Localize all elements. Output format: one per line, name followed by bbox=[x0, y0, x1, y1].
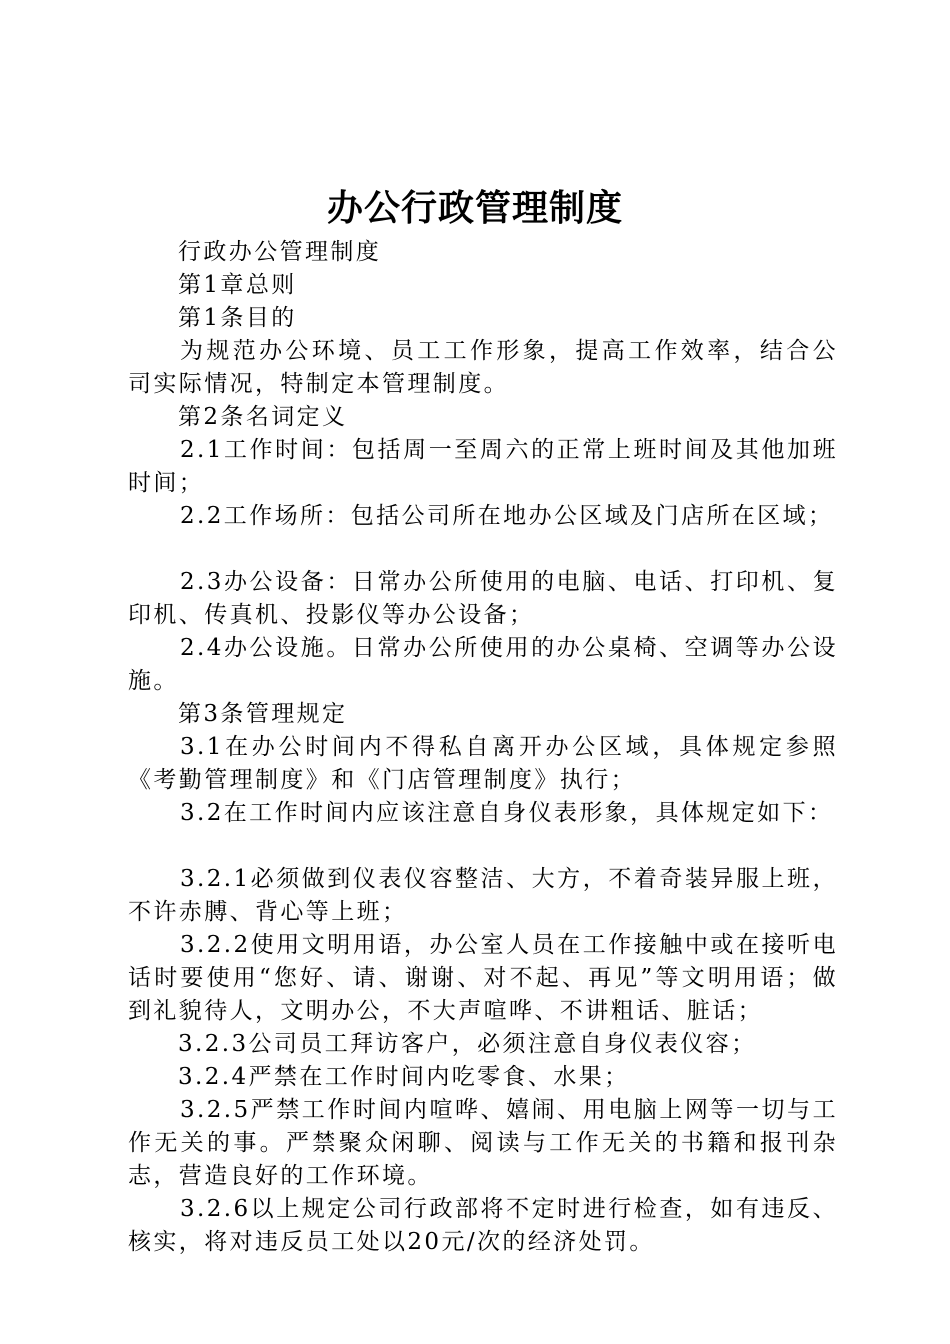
paragraph-2-3: 2.3办公设备：日常办公所使用的电脑、电话、打印机、复印机、传真机、投影仪等办公设备； bbox=[128, 569, 838, 628]
document-body bbox=[128, 236, 838, 1259]
paragraph-2-4: 2.4办公设施。日常办公所使用的办公桌椅、空调等办公设施。 bbox=[128, 635, 838, 694]
paragraph-3-2-3: 3.2.3公司员工拜访客户，必须注意自身仪表仪容； bbox=[178, 1031, 757, 1057]
paragraph-3-2-1: 3.2.1必须做到仪表仪容整洁、大方，不着奇装异服上班，不许赤膊、背心等上班； bbox=[128, 866, 838, 925]
paragraph-3-2-4: 3.2.4严禁在工作时间内吃零食、水果； bbox=[178, 1064, 630, 1090]
paragraph-purpose: 为规范办公环境、员工工作形象，提高工作效率，结合公司实际情况，特制定本管理制度。 bbox=[128, 338, 838, 397]
blank-line bbox=[128, 533, 838, 566]
paragraph-3-2-5: 3.2.5严禁工作时间内喧哗、嬉闹、用电脑上网等一切与工作无关的事。严禁聚众闲聊、阅读与工作无关的书籍和报刊杂志，营造良好的工作环境。 bbox=[128, 1097, 838, 1189]
paragraph-3-2-6: 3.2.6以上规定公司行政部将不定时进行检查，如有违反、核实，将对违反员工处以20元/次的经济处罚。 bbox=[128, 1196, 838, 1255]
paragraph-article-2: 第2条名词定义 bbox=[178, 404, 348, 430]
paragraph-3-2-2: 3.2.2使用文明用语，办公室人员在工作接触中或在接听电话时要使用“您好、请、谢谢、对不起、再见”等文明用语；做到礼貌待人，文明办公，不大声喧哗、不讲粗话、脏话； bbox=[128, 932, 838, 1024]
paragraph-2-2: 2.2工作场所：包括公司所在地办公区域及门店所在区域； bbox=[180, 503, 834, 529]
paragraph-chapter-1: 第1章总则 bbox=[178, 272, 297, 298]
paragraph-3-1: 3.1在办公时间内不得私自离开办公区域，具体规定参照《考勤管理制度》和《门店管理制度》执行； bbox=[128, 734, 838, 793]
paragraph-subtitle: 行政办公管理制度 bbox=[178, 239, 382, 265]
blank-line bbox=[128, 830, 838, 863]
paragraph-article-3: 第3条管理规定 bbox=[178, 701, 348, 727]
paragraph-3-2: 3.2在工作时间内应该注意自身仪表形象，具体规定如下： bbox=[180, 800, 834, 826]
document-title: 办公行政管理制度 bbox=[326, 187, 623, 229]
paragraph-2-1: 2.1工作时间：包括周一至周六的正常上班时间及其他加班时间； bbox=[128, 437, 838, 496]
paragraph-article-1: 第1条目的 bbox=[178, 305, 297, 331]
